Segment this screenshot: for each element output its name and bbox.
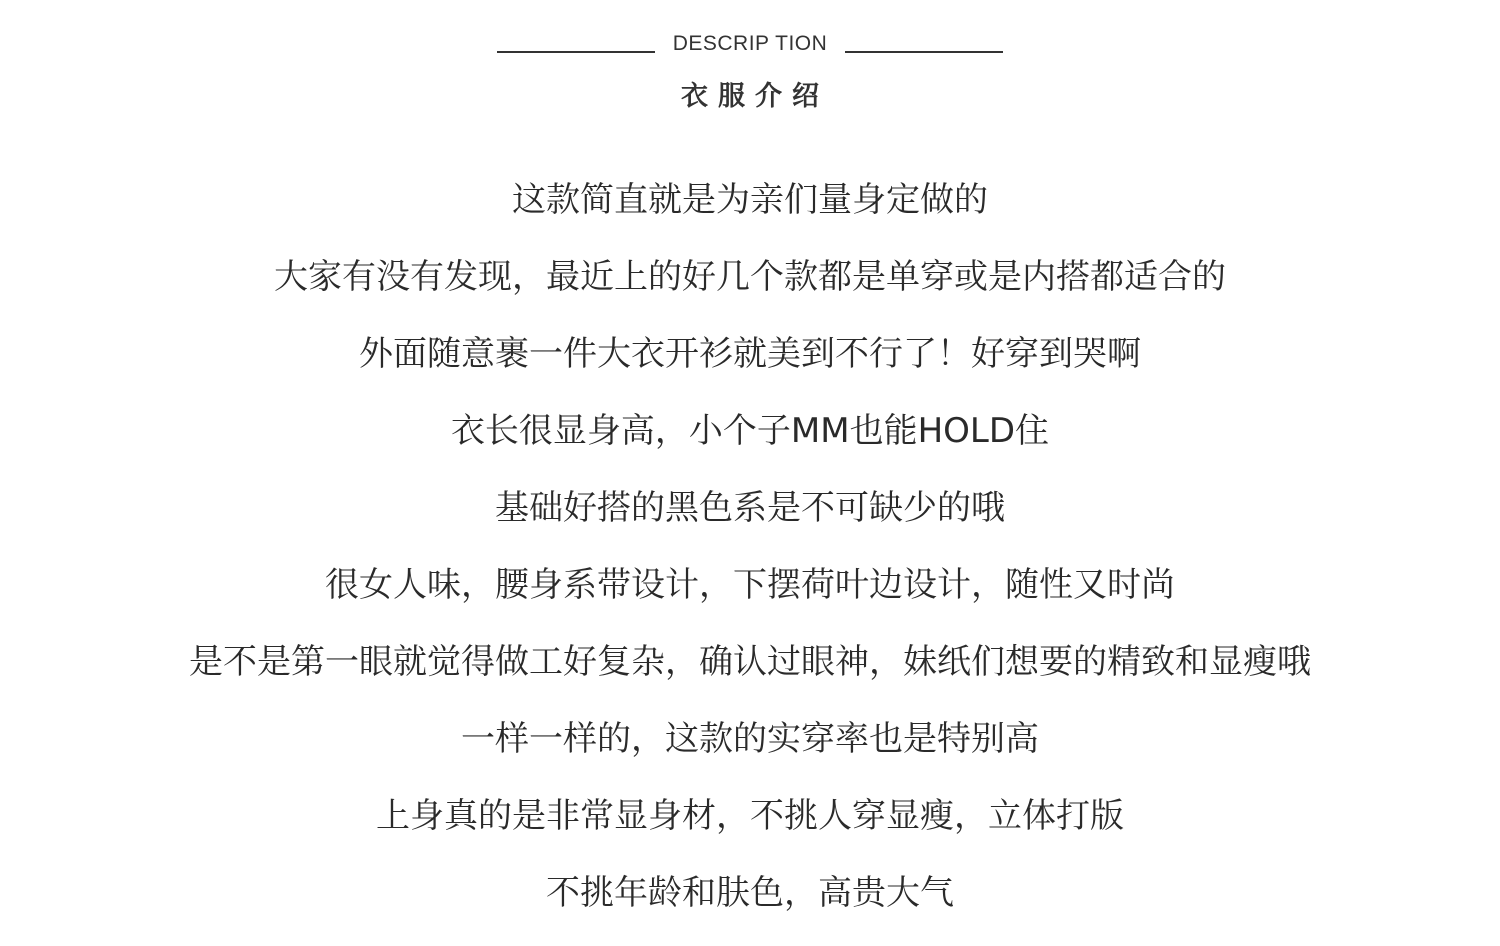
header-rule-left — [497, 51, 655, 53]
header-rule-right — [845, 51, 1003, 53]
section-header — [0, 26, 1500, 62]
description-line: 衣长很显身高，小个子MM也能HOLD住 — [450, 411, 1050, 451]
description-line: 一样一样的，这款的实穿率也是特别高 — [461, 719, 1039, 759]
description-line: 外面随意裹一件大衣开衫就美到不行了！好穿到哭啊 — [359, 334, 1141, 374]
description-text — [0, 176, 1500, 946]
description-line: 很女人味，腰身系带设计，下摆荷叶边设计，随性又时尚 — [325, 565, 1175, 605]
description-line: 大家有没有发现，最近上的好几个款都是单穿或是内搭都适合的 — [274, 257, 1226, 297]
description-line: 基础好搭的黑色系是不可缺少的哦 — [495, 488, 1005, 528]
description-line: 这款简直就是为亲们量身定做的 — [512, 180, 988, 220]
description-line: 不挑年龄和肤色，高贵大气 — [546, 873, 954, 913]
description-line: 上身真的是非常显身材，不挑人穿显瘦，立体打版 — [376, 796, 1124, 836]
description-line: 是不是第一眼就觉得做工好复杂，确认过眼神，妹纸们想要的精致和显瘦哦 — [189, 642, 1311, 682]
section-title-en: DESCRIP TION — [672, 32, 828, 55]
section-title-zh: 衣服介绍 — [681, 81, 829, 112]
